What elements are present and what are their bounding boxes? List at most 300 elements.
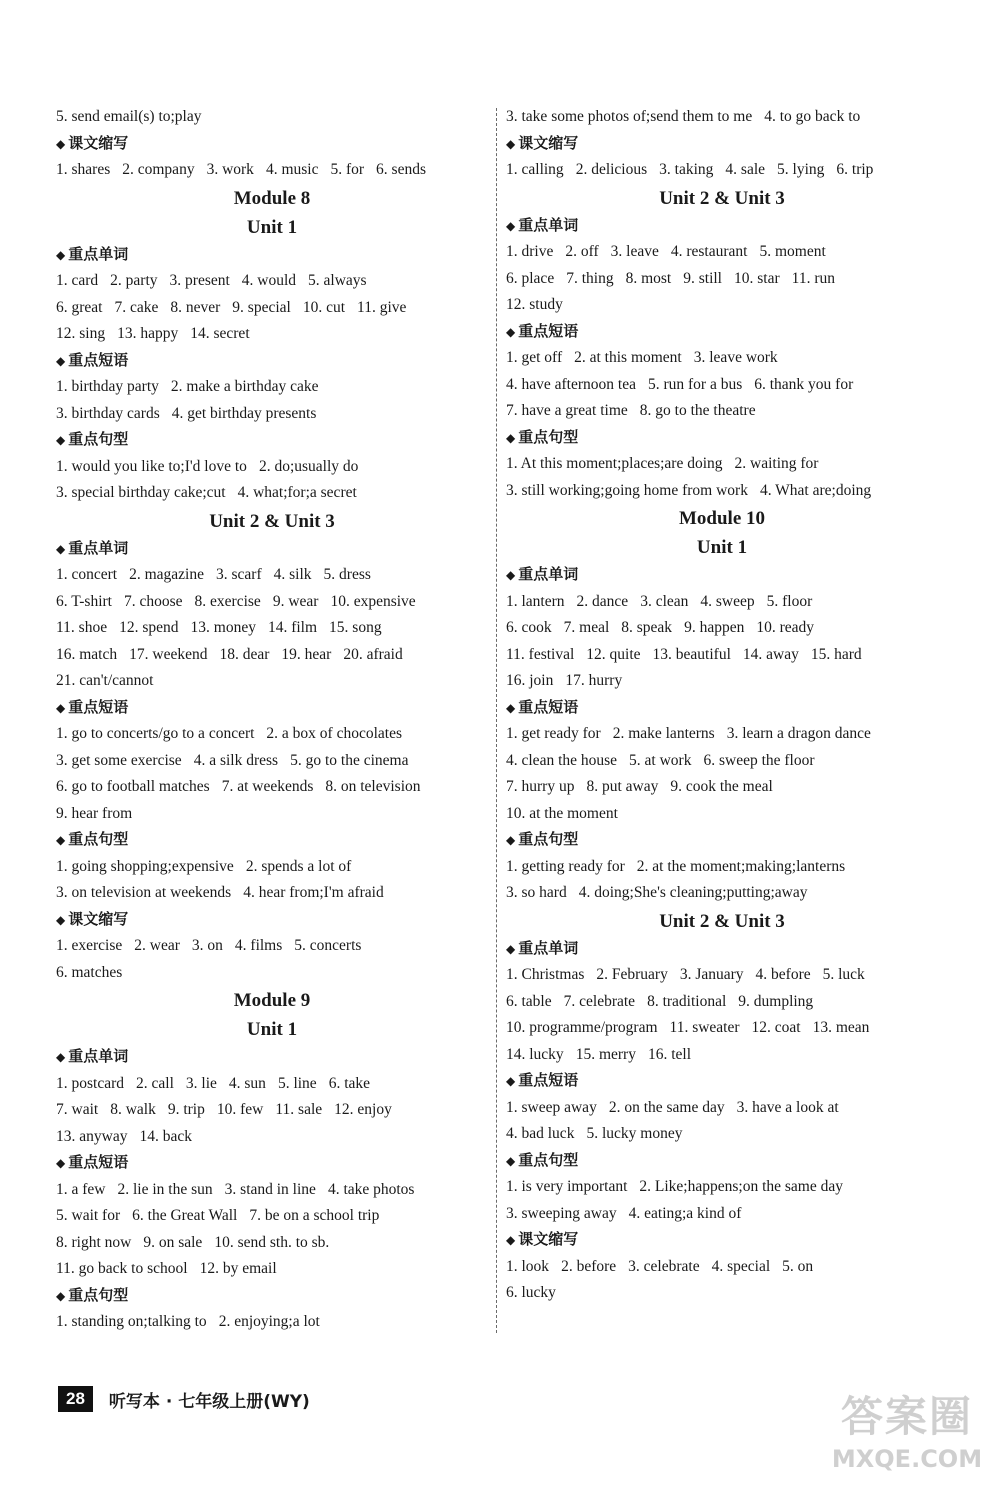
answer-item: 5. at work — [629, 751, 692, 769]
answer-line — [506, 239, 938, 266]
answer-item: 3. scarf — [216, 566, 262, 583]
answer-line — [56, 1203, 488, 1230]
answer-item: 9. special — [232, 298, 291, 316]
answer-item: 3. so hard — [506, 884, 567, 901]
answer-item: 7. choose — [123, 592, 183, 610]
answer-item: 7. hurry up — [506, 778, 575, 795]
answer-item: 4. special — [711, 1257, 771, 1275]
section-title: Unit 1 — [246, 1019, 298, 1040]
page-footer — [58, 1386, 310, 1412]
answer-item: 2. waiting for — [734, 455, 819, 472]
answer-line — [56, 157, 488, 184]
diamond-icon: ◆ — [56, 1288, 66, 1303]
answer-item: 4. sun — [228, 1074, 266, 1092]
answer-item: 14. away — [742, 645, 799, 663]
answer-item: 5. on — [782, 1257, 814, 1275]
answer-item: 8. on television — [325, 778, 421, 795]
diamond-icon: ◆ — [506, 700, 516, 715]
answer-item: 6. place — [506, 269, 555, 287]
answer-item: 1. sweep away — [506, 1098, 597, 1116]
answer-item: 2. on the same day — [608, 1098, 725, 1116]
answer-item: 1. standing on;talking to — [56, 1313, 207, 1330]
answer-item: 5. moment — [759, 243, 826, 260]
answer-line — [506, 1201, 938, 1228]
section-title: Module 9 — [233, 990, 311, 1011]
category-label: 重点单词 — [68, 539, 129, 557]
watermark-logo — [822, 1390, 992, 1485]
answer-item: 3. clean — [640, 592, 689, 610]
category-heading — [56, 1283, 488, 1310]
answer-item: 4. eating;a kind of — [628, 1204, 742, 1222]
answer-item: 3. celebrate — [628, 1257, 700, 1275]
answer-line — [56, 295, 488, 322]
answer-item: 1. would you like to;I'd love to — [56, 457, 247, 475]
category-heading — [506, 319, 938, 346]
answer-item: 1. getting ready for — [506, 857, 625, 875]
answer-item: 3. stand in line — [224, 1180, 316, 1198]
answer-item: 17. hurry — [565, 672, 623, 689]
answer-item: 11. festival — [506, 645, 575, 663]
answer-item: 16. tell — [647, 1045, 692, 1063]
answer-line — [506, 854, 938, 881]
answer-line — [506, 801, 938, 828]
answer-item: 4. get birthday presents — [171, 404, 317, 422]
answer-line — [506, 398, 938, 425]
category-heading — [506, 562, 938, 589]
answer-item: 19. hear — [281, 645, 332, 663]
answer-item: 2. delicious — [575, 161, 648, 178]
diamond-icon: ◆ — [506, 136, 516, 151]
answer-item: 8. go to the theatre — [639, 402, 756, 419]
diamond-icon: ◆ — [506, 1074, 516, 1088]
answer-line — [506, 1254, 938, 1281]
answer-line — [56, 1071, 488, 1098]
category-heading — [506, 695, 938, 722]
answer-item: 1. calling — [506, 161, 564, 178]
answer-item: 13. happy — [117, 325, 179, 342]
answer-item: 3. get some exercise — [56, 751, 182, 769]
answer-item: 7. thing — [566, 269, 614, 287]
answer-item: 12. sing — [56, 325, 106, 342]
answer-item: 4. sweep — [700, 592, 755, 610]
answer-item: 1. going shopping;expensive — [56, 857, 234, 875]
answer-line — [56, 1230, 488, 1257]
answer-item: 10. send sth. to sb. — [214, 1233, 330, 1251]
answer-item: 1. postcard — [56, 1074, 125, 1092]
answer-item: 3. on television at weekends — [56, 884, 232, 901]
column-divider — [496, 108, 497, 1333]
answer-item: 1. concert — [56, 566, 118, 583]
book-title: 听写本 · 七年级上册(WY) — [108, 1391, 310, 1412]
answer-line — [56, 321, 488, 348]
answer-item: 8. right now — [56, 1233, 132, 1251]
diamond-icon: ◆ — [56, 433, 66, 447]
answer-line — [506, 748, 938, 775]
answer-item: 1. look — [506, 1257, 550, 1275]
answer-item: 3. leave work — [693, 349, 778, 366]
section-title: Unit 1 — [696, 537, 748, 558]
category-label: 重点短语 — [518, 322, 579, 340]
category-heading — [56, 695, 488, 722]
answer-item: 2. off — [565, 243, 599, 260]
watermark-text: 答案圈 — [840, 1392, 973, 1441]
answer-item: 1. exercise — [56, 937, 123, 954]
answer-item: 4. restaurant — [670, 243, 748, 260]
answer-item: 2. make a birthday cake — [170, 378, 319, 395]
answer-line — [506, 1121, 938, 1148]
category-label: 重点短语 — [68, 698, 129, 716]
answer-item: 14. film — [267, 619, 318, 636]
answer-item: 8. most — [625, 269, 672, 287]
answer-item: 3. take some photos of;send them to me — [506, 108, 753, 125]
answer-item: 10. at the moment — [506, 804, 618, 822]
answer-item: 3. January — [679, 966, 744, 983]
answer-line — [506, 104, 938, 131]
answer-line — [56, 668, 488, 695]
answer-item: 2. dance — [576, 592, 629, 610]
answer-item: 5. for — [330, 161, 365, 178]
diamond-icon: ◆ — [506, 430, 516, 445]
diamond-icon: ◆ — [56, 833, 66, 847]
answer-item: 5. always — [308, 272, 367, 289]
answer-item: 8. put away — [586, 778, 659, 795]
category-label: 课文缩写 — [518, 134, 579, 152]
answer-item: 9. on sale — [143, 1233, 203, 1251]
answer-item: 3. present — [169, 272, 230, 289]
answer-item: 3. work — [206, 161, 254, 178]
answer-item: 5. lying — [777, 161, 825, 178]
answer-item: 6. cook — [506, 619, 552, 636]
answer-item: 3. still working;going home from work — [506, 481, 748, 499]
category-label: 重点短语 — [68, 351, 129, 369]
answer-item: 13. money — [190, 619, 256, 636]
answer-item: 6. matches — [56, 963, 123, 981]
answer-line — [506, 345, 938, 372]
answer-item: 9. still — [683, 269, 722, 287]
answer-item: 1. shares — [56, 161, 111, 178]
answer-item: 7. at weekends — [221, 778, 314, 795]
answer-item: 1. a few — [56, 1180, 106, 1198]
answer-line — [56, 562, 488, 589]
answer-item: 4. hear from;I'm afraid — [243, 884, 384, 901]
answer-item: 14. lucky — [506, 1045, 564, 1063]
answer-item: 1. get off — [506, 349, 563, 366]
category-label: 重点短语 — [518, 698, 579, 716]
diamond-icon: ◆ — [56, 912, 66, 927]
answer-item: 1. Christmas — [506, 966, 585, 983]
answer-line — [506, 157, 938, 184]
answer-item: 11. shoe — [56, 619, 108, 636]
answer-item: 21. can't/cannot — [56, 672, 154, 689]
answer-item: 2. a box of chocolates — [266, 725, 403, 742]
answer-item: 7. cake — [114, 298, 159, 316]
category-heading — [56, 1044, 488, 1071]
answer-item: 6. T-shirt — [56, 592, 112, 610]
answer-line — [506, 668, 938, 695]
answer-item: 6. lucky — [506, 1284, 556, 1301]
answer-item: 6. thank you for — [754, 375, 854, 393]
category-heading — [506, 425, 938, 452]
category-heading — [506, 213, 938, 240]
answer-line — [56, 1097, 488, 1124]
diamond-icon: ◆ — [56, 247, 66, 262]
category-label: 课文缩写 — [68, 134, 129, 152]
answer-item: 9. trip — [167, 1101, 205, 1118]
answer-item: 9. dumpling — [738, 992, 814, 1010]
answer-item: 6. sweep the floor — [703, 751, 815, 769]
answer-item: 2. magazine — [129, 566, 204, 583]
answer-item: 6. table — [506, 992, 552, 1010]
answer-item: 4. to go back to — [764, 108, 861, 125]
answer-item: 4. before — [755, 966, 811, 983]
answer-item: 1. At this moment;places;are doing — [506, 455, 723, 472]
answer-item: 1. get ready for — [506, 725, 601, 742]
section-title: Unit 2 & Unit 3 — [209, 510, 335, 532]
answer-item: 2. make lanterns — [612, 725, 715, 742]
answer-line — [506, 1042, 938, 1069]
answer-item: 2. wear — [134, 937, 180, 954]
answer-item: 6. trip — [836, 161, 874, 178]
answer-line — [56, 401, 488, 428]
answer-item: 2. Like;happens;on the same day — [639, 1178, 844, 1195]
answer-item: 2. do;usually do — [258, 457, 359, 475]
answer-item: 5. run for a bus — [647, 375, 743, 393]
answer-item: 9. hear from — [56, 804, 133, 822]
answer-item: 9. cook the meal — [670, 778, 773, 795]
answer-line — [56, 880, 488, 907]
answer-item: 2. call — [136, 1074, 174, 1092]
answer-item: 6. sends — [376, 161, 426, 178]
answer-item: 7. be on a school trip — [249, 1207, 380, 1224]
answer-item: 1. card — [56, 272, 99, 289]
answer-item: 13. mean — [812, 1019, 870, 1036]
answer-item: 1. drive — [506, 243, 554, 260]
answer-item: 2. before — [561, 1257, 617, 1275]
answer-item: 8. walk — [110, 1101, 156, 1118]
answer-line — [56, 642, 488, 669]
category-heading — [506, 936, 938, 963]
answer-line — [506, 1174, 938, 1201]
answer-item: 13. beautiful — [652, 645, 731, 663]
answer-line — [56, 801, 488, 828]
category-label: 重点句型 — [518, 1151, 579, 1169]
answer-line — [506, 880, 938, 907]
answer-line — [506, 721, 938, 748]
answer-item: 10. cut — [302, 298, 346, 316]
category-heading — [56, 427, 488, 454]
category-label: 重点单词 — [518, 566, 579, 583]
answer-item: 12. coat — [751, 1019, 801, 1036]
category-heading — [506, 131, 938, 158]
answer-item: 4. would — [241, 272, 297, 289]
answer-item: 8. never — [170, 298, 221, 316]
answer-item: 5. send email(s) to;play — [56, 108, 202, 125]
answer-item: 1. lantern — [506, 592, 565, 610]
answer-item: 5. lucky money — [586, 1125, 683, 1142]
section-title: Unit 1 — [246, 216, 298, 238]
answer-item: 1. go to concerts/go to a concert — [56, 725, 255, 742]
answer-line — [56, 589, 488, 616]
section-title: Module 10 — [678, 508, 766, 529]
diamond-icon: ◆ — [56, 541, 66, 556]
answer-line — [56, 104, 488, 131]
answer-line — [506, 478, 938, 505]
answer-item: 5. line — [277, 1074, 317, 1092]
answer-item: 12. by email — [199, 1260, 277, 1277]
answer-item: 4. doing;She's cleaning;putting;away — [578, 884, 808, 901]
answer-item: 2. party — [110, 272, 158, 289]
answer-item: 4. music — [265, 161, 319, 178]
answer-item: 4. clean the house — [506, 751, 618, 769]
category-heading — [56, 827, 488, 854]
answer-item: 1. is very important — [506, 1178, 628, 1195]
watermark-url: MXQE.COM — [831, 1445, 983, 1473]
answer-line — [506, 292, 938, 319]
answer-item: 4. films — [234, 937, 283, 954]
answer-item: 3. leave — [610, 243, 659, 260]
answer-item: 2. February — [596, 966, 668, 983]
answer-item: 11. sale — [275, 1101, 323, 1118]
answer-item: 8. exercise — [194, 592, 261, 610]
answer-line — [506, 962, 938, 989]
answer-item: 12. quite — [586, 645, 641, 663]
category-heading — [56, 536, 488, 563]
left-column — [56, 104, 488, 1336]
answer-line — [56, 615, 488, 642]
answer-item: 10. ready — [756, 619, 814, 636]
answer-item: 5. floor — [766, 592, 813, 610]
category-heading — [506, 1148, 938, 1175]
diamond-icon: ◆ — [56, 353, 66, 368]
category-heading — [506, 1068, 938, 1095]
answer-item: 10. expensive — [330, 592, 416, 610]
diamond-icon: ◆ — [506, 1153, 516, 1168]
answer-item: 12. study — [506, 296, 563, 313]
answer-line — [56, 374, 488, 401]
answer-item: 16. match — [56, 645, 118, 663]
answer-item: 10. programme/program — [506, 1019, 658, 1036]
answer-item: 6. go to football matches — [56, 778, 210, 795]
diamond-icon: ◆ — [506, 568, 516, 582]
answer-item: 3. sweeping away — [506, 1204, 617, 1222]
answer-item: 4. have afternoon tea — [506, 375, 636, 393]
answer-line — [506, 372, 938, 399]
answer-item: 4. bad luck — [506, 1125, 575, 1142]
answer-item: 4. sale — [725, 161, 766, 178]
answer-item: 2. lie in the sun — [117, 1180, 213, 1198]
category-heading — [56, 348, 488, 375]
answer-line — [56, 721, 488, 748]
answer-line — [56, 933, 488, 960]
answer-line — [506, 642, 938, 669]
category-label: 重点句型 — [68, 431, 129, 448]
category-label: 重点句型 — [68, 831, 129, 848]
section-title: Unit 2 & Unit 3 — [659, 910, 785, 932]
category-label: 重点短语 — [518, 1072, 579, 1089]
answer-line — [56, 1177, 488, 1204]
answer-item: 3. have a look at — [736, 1098, 839, 1116]
diamond-icon: ◆ — [506, 941, 516, 956]
answer-item: 8. traditional — [647, 992, 727, 1010]
answer-item: 5. concerts — [294, 937, 362, 954]
category-label: 重点单词 — [68, 1048, 129, 1065]
answer-item: 5. wait for — [56, 1207, 121, 1224]
answer-item: 5. luck — [822, 966, 865, 983]
section-title: Module 8 — [233, 187, 311, 209]
answer-item: 12. spend — [119, 619, 179, 636]
answer-item: 3. special birthday cake;cut — [56, 484, 226, 501]
category-label: 课文缩写 — [518, 1231, 579, 1248]
answer-line — [56, 454, 488, 481]
answer-item: 13. anyway — [56, 1127, 128, 1145]
answer-item: 3. taking — [659, 161, 714, 178]
diamond-icon: ◆ — [506, 1233, 516, 1247]
answer-item: 6. the Great Wall — [132, 1207, 238, 1224]
answer-item: 11. sweater — [669, 1019, 740, 1036]
answer-item: 9. happen — [684, 619, 745, 636]
answer-line — [506, 1095, 938, 1122]
answer-item: 7. wait — [56, 1101, 99, 1118]
answer-item: 3. birthday cards — [56, 404, 160, 422]
category-label: 重点句型 — [518, 831, 579, 848]
diamond-icon: ◆ — [506, 324, 516, 339]
answer-line — [506, 1280, 938, 1307]
diamond-icon: ◆ — [506, 833, 516, 847]
answer-item: 2. spends a lot of — [245, 857, 352, 875]
answer-item: 5. go to the cinema — [290, 751, 409, 769]
answer-item: 4. take photos — [327, 1180, 415, 1198]
answer-item: 7. have a great time — [506, 402, 628, 419]
answer-item: 12. enjoy — [334, 1101, 392, 1118]
answer-item: 3. learn a dragon dance — [726, 725, 871, 742]
answer-item: 15. hard — [810, 645, 862, 663]
answer-item: 2. company — [122, 161, 195, 178]
answer-item: 6. take — [328, 1074, 371, 1092]
answer-item: 15. merry — [575, 1045, 636, 1063]
category-heading — [56, 242, 488, 269]
category-label: 重点句型 — [518, 428, 579, 446]
answer-item: 4. silk — [273, 566, 312, 583]
answer-line — [56, 268, 488, 295]
answer-item: 1. birthday party — [56, 378, 159, 395]
answer-line — [56, 1309, 488, 1336]
answer-item: 6. great — [56, 298, 103, 316]
category-label: 重点短语 — [68, 1154, 129, 1171]
answer-item: 17. weekend — [129, 645, 208, 663]
answer-item: 20. afraid — [343, 645, 403, 663]
answer-item: 7. celebrate — [563, 992, 636, 1010]
page-number-badge: 28 — [58, 1386, 93, 1412]
answer-line — [506, 989, 938, 1016]
answer-item: 4. What are;doing — [759, 481, 872, 499]
answer-item: 3. on — [191, 937, 223, 954]
answer-item: 18. dear — [219, 645, 270, 663]
answer-item: 8. speak — [621, 619, 673, 636]
answer-line — [506, 589, 938, 616]
answer-line — [506, 451, 938, 478]
answer-line — [56, 774, 488, 801]
answer-item: 16. join — [506, 672, 554, 689]
category-label: 重点单词 — [518, 939, 579, 957]
answer-item: 15. song — [329, 619, 382, 636]
section-title: Unit 2 & Unit 3 — [659, 187, 785, 209]
answer-line — [56, 748, 488, 775]
diamond-icon: ◆ — [56, 1156, 66, 1170]
category-heading — [56, 907, 488, 934]
answer-item: 2. at this moment — [574, 349, 682, 366]
answer-item: 11. give — [357, 298, 407, 316]
answer-item: 7. meal — [563, 619, 610, 636]
